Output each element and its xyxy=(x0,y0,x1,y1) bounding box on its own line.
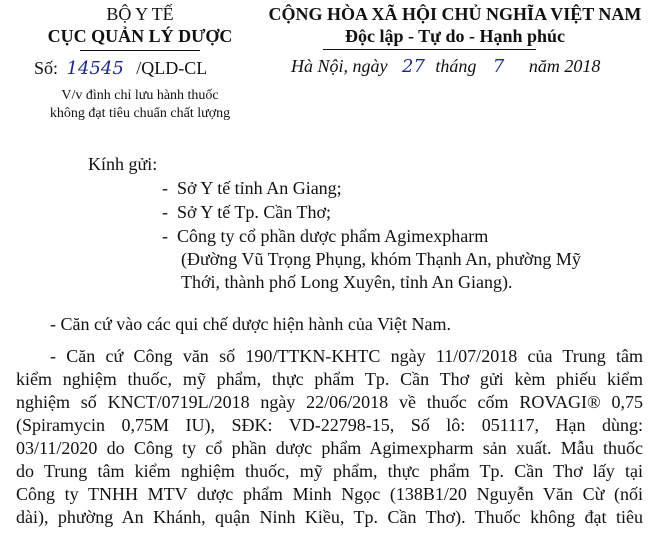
day-handwritten: 27 xyxy=(402,56,425,77)
recipient-name: Sở Y tế tỉnh An Giang; xyxy=(177,178,342,198)
paragraph-line: - Căn cứ Công văn số 190/TTKN-KHTC ngày 11/07/2018 của Trung tâm xyxy=(50,346,643,366)
paragraph-line: 03/11/2020 do Công ty cổ phần dược phẩm Agimexpharm sản xuất. Mẫu thuốc xyxy=(16,438,643,458)
motto-underline xyxy=(323,49,536,50)
date-prefix: Hà Nội, ngày xyxy=(291,56,388,76)
month-label: tháng xyxy=(435,56,477,76)
month-handwritten: 7 xyxy=(492,56,505,77)
paragraph-line: nghiệm số KNCT/0719L/2018 ngày 22/06/2018 về thuốc cốm ROVAGI® 0,75 xyxy=(16,392,643,412)
document-number xyxy=(34,58,207,79)
number-suffix: /QLD-CL xyxy=(136,58,208,78)
paragraph-legal-basis: - Căn cứ vào các qui chế dược hiện hành của Việt Nam. xyxy=(50,314,451,334)
number-handwritten: 14545 xyxy=(66,58,124,79)
recipient-item: - Sở Y tế Tp. Cần Thơ; xyxy=(162,202,332,222)
recipient-address-line-2: Thới, thành phố Long Xuyên, tỉnh An Giang). xyxy=(181,272,513,292)
salutation: Kính gửi: xyxy=(88,154,158,174)
paragraph-line: dài), phường An Khánh, quận Ninh Kiều, Tp. Cần Thơ). Thuốc không đạt tiêu xyxy=(16,507,643,527)
subject-line-1: V/v đình chỉ lưu hành thuốc xyxy=(61,88,219,103)
agency-underline xyxy=(80,50,200,51)
paragraph-line: Công ty TNHH MTV dược phẩm Minh Ngọc (138B1/20 Nguyễn Văn Cừ (nối xyxy=(16,484,643,504)
ministry-name: BỘ Y TẾ xyxy=(106,4,174,24)
number-prefix: Số: xyxy=(34,58,59,78)
agency-name: CỤC QUẢN LÝ DƯỢC xyxy=(47,26,233,46)
recipient-name: Công ty cổ phần dược phẩm Agimexpharm xyxy=(177,226,489,246)
country-name: CỘNG HÒA XÃ HỘI CHỦ NGHĨA VIỆT NAM xyxy=(268,4,642,24)
paragraph-line: kiểm nghiệm thuốc, mỹ phẩm, thực phẩm Tp. Cần Thơ gửi kèm phiếu kiểm xyxy=(16,369,643,389)
recipient-item: - Sở Y tế tỉnh An Giang; xyxy=(162,178,342,198)
year-label: năm 2018 xyxy=(528,56,601,76)
recipient-item: - Công ty cổ phần dược phẩm Agimexpharm xyxy=(162,226,489,246)
paragraph-line: (Spiramycin 0,75M IU), SĐK: VD-22798-15, Số lô: 051117, Hạn dùng: xyxy=(16,415,643,435)
national-motto: Độc lập - Tự do - Hạnh phúc xyxy=(344,26,566,46)
document-date xyxy=(291,56,600,77)
recipient-name: Sở Y tế Tp. Cần Thơ; xyxy=(177,202,332,222)
subject-line-2: không đạt tiêu chuẩn chất lượng xyxy=(49,106,231,121)
recipient-address-line-1: (Đường Vũ Trọng Phụng, khóm Thạnh An, phường Mỹ xyxy=(181,249,581,269)
paragraph-line: do Trung tâm kiểm nghiệm thuốc, mỹ phẩm, thực phẩm Tp. Cần Thơ lấy tại xyxy=(16,461,643,481)
